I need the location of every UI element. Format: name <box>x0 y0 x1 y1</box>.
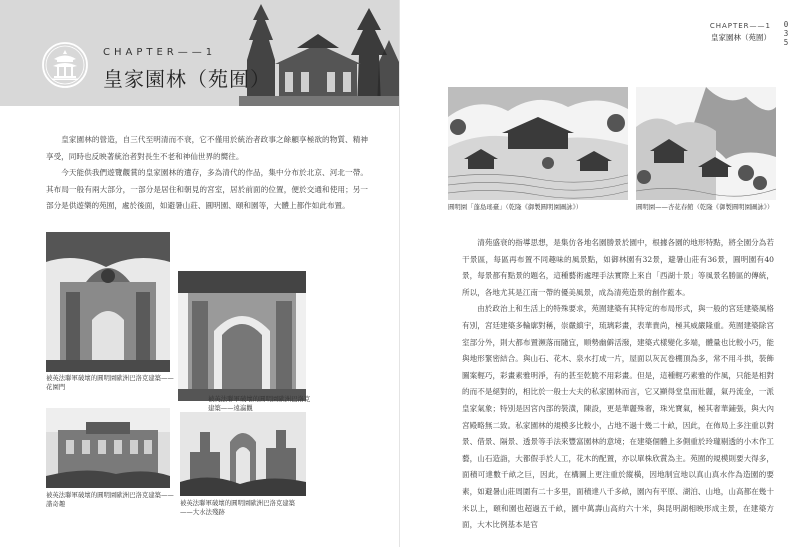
running-chapter: CHAPTER——1 <box>709 22 771 30</box>
caption-xinghua-chunguan: 圓明園——杏花春館（乾隆《御製圓明園圖詠》） <box>636 203 774 211</box>
ruin-photo-dashuifa <box>180 412 306 496</box>
caption-dashuifa: 被英法聯軍破壞的圓明園歐洲巴洛克建築——大水法殘跡 <box>180 499 296 516</box>
ruin-photo-xieqiqu <box>46 408 170 488</box>
right-page <box>400 0 799 547</box>
main-paragraph-1: 清苑盛衰的指導思想，是集仿各地名園勝景於園中，根據各園的地形特點，將全園分為若干景區，每區再布置不同趣味的風景點，如御林園有32景，避暑山莊有36景，圓明園有40景，每景都有點景的題名，這種藝術處理手法實際上來自「西湖十景」等風景名勝區的傳統，所以，各地尤其是江南一帶的優美風景，成為清苑造景的創作藍本。 <box>462 238 774 297</box>
caption-yuanying-guan: 被英法聯軍破壞的圓明園歐洲巴洛克建築——遠瀛觀 <box>208 395 311 412</box>
pavilion-emblem-icon <box>42 42 88 88</box>
intro-paragraph-1: 皇家園林的營造，自三代至明清而不衰，它不僅用於統治者政事之餘顧享極欲的物質、精神享受，同時也反映著統治者對長生不老和神仙世界的嚮往。 <box>46 135 368 161</box>
running-title: 皇家園林（苑囿） <box>711 33 771 42</box>
intro-paragraph-2: 今天能供我們遊覽觀賞的皇家園林的遺存，多為清代的作品，集中分布於北京、河北一帶。其布局一般有兩大部分，一部分是居住和朝見的宮室，居於前面的位置，便於交通和使用；另一部分是供遊樂的苑囿，處於後面，如避暑山莊、圓明園、頤和園等，大體上都作如此布置。 <box>46 168 368 211</box>
painting-xinghua-chunguan <box>636 87 776 200</box>
caption-penglai-yaotai: 圓明園「蓬島瑤臺」（乾隆《御製圓明園圖詠》） <box>448 203 583 211</box>
main-paragraph-2: 由於政治上和生活上的特殊要求，苑囿建築有其特定的布局形式，與一般的宮廷建築風格有別，宮廷建築多輪廓對稱，崇嚴縝宇，琉璃彩畫，表華貴尚，極其威嚴隆重。苑囿建築除宮室部分外，則大都布置瀕落而隨宜，順勢幽僻活潑，建築式樣變化多端，體量也比較小巧，能與地形緊密結合。與山石、花木、泉水打成一片，屋面以灰瓦卷棚頂為多，常不用斗拱，裝飾圖案輕巧，彩畫素雅明淨，有的甚至乾脆不用彩畫。但是，這種輕巧素雅的作風，只能是相對的而不是絕對的，相比於一般士大夫的私家園林而言，它又顯得堂皇而壯麗，氣丹流金，一派皇家氣象；特別是因宮內部的裝潢，陳設，更是華麗殊奢，珠光寶氣，極其奢華鋪張，與大內宮殿略無二致。私家園林的規模多比較小，占地不過十幾二十畝，因此，在佈局上多注重以對景、借景、隔景、透景等手法來豐富園林的意境；在建築個體上多側重於玲瓏剔透的小木作工藝，山石造詣，大都假手於人工，花木的配置，亦以單株欣賞為主。苑囿的規模則要大得多，面積可達數千畝之巨，因此，在構圖上更注重於縱橫，因地制宜地以真山真水作為造園的要素，如避暑山莊周圍有二十多里，面積達八千多畝，園內有平原、湖泊、山地，山高都在幾十米以上，頤和園也超過五千畝，園中萬壽山高約六十米，與昆明湖相映形成主景，在建築方面，大木比例基本是官 <box>462 304 774 530</box>
caption-xieqiqu: 被英法聯軍破壞的圓明園歐洲巴洛克建築——諧奇趣 <box>46 491 174 508</box>
ruin-photo-garden-gate <box>46 232 170 372</box>
page-number <box>781 20 791 47</box>
caption-garden-gate: 被英法聯軍破壞的圓明園歐洲巴洛克建築——花園門 <box>46 374 174 391</box>
chapter-title: 皇家園林（苑囿） <box>103 67 271 91</box>
left-page <box>0 0 399 547</box>
main-text <box>462 235 774 534</box>
page-number-digit-3: 5 <box>783 38 789 47</box>
running-header <box>710 22 771 43</box>
painting-penglai-yaotai <box>448 87 628 200</box>
intro-text <box>46 132 368 215</box>
page-number-digit-1: 0 <box>783 20 789 29</box>
ruin-photo-yuanying-guan <box>178 271 306 401</box>
page-number-digit-2: 3 <box>783 29 789 38</box>
chapter-header <box>0 0 399 106</box>
chapter-label: CHAPTER——1 <box>103 47 217 58</box>
